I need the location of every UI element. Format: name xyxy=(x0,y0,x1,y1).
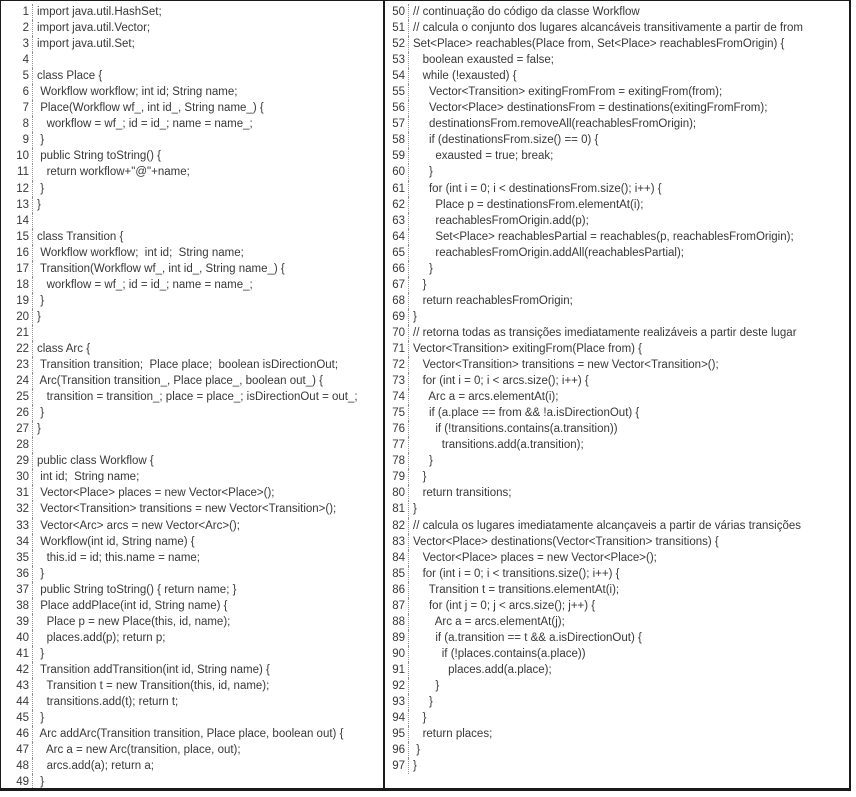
line-number: 60 xyxy=(385,164,409,180)
code-text: transitions.add(t); return t; xyxy=(37,696,179,709)
code-text: } xyxy=(413,696,433,709)
code-text: int id; String name; xyxy=(37,471,140,484)
code-text: Vector<Place> destinationsFrom = destinations(exitingFromFrom); xyxy=(413,102,768,115)
code-line xyxy=(1,550,383,566)
line-number: 18 xyxy=(1,277,33,293)
code-line xyxy=(1,181,383,197)
code-line xyxy=(385,421,849,437)
code-text: if (a.transition == t && a.isDirectionOut) { xyxy=(413,631,642,644)
line-number: 39 xyxy=(1,614,33,630)
code-text: } xyxy=(37,294,45,307)
code-line xyxy=(1,341,383,357)
line-number: 55 xyxy=(385,84,409,100)
code-line xyxy=(385,84,849,100)
line-number: 69 xyxy=(385,309,409,325)
code-text: public class Workflow { xyxy=(37,455,154,468)
code-line xyxy=(385,726,849,742)
code-text: } xyxy=(413,166,433,179)
code-line xyxy=(385,469,849,485)
line-number: 80 xyxy=(385,485,409,501)
line-number: 75 xyxy=(385,405,409,421)
code-line xyxy=(1,325,383,341)
line-number: 93 xyxy=(385,694,409,710)
code-text: transition = transition_; place = place_; isDirectionOut = out_; xyxy=(37,391,358,404)
code-line xyxy=(385,518,849,534)
line-number: 76 xyxy=(385,421,409,437)
line-number: 51 xyxy=(385,20,409,36)
code-text: for (int i = 0; i < arcs.size(); i++) { xyxy=(413,375,589,388)
code-text: } xyxy=(37,712,45,725)
code-text: } xyxy=(413,679,440,692)
code-text: return transitions; xyxy=(413,487,512,500)
line-number: 9 xyxy=(1,132,33,148)
code-line xyxy=(385,197,849,213)
code-line xyxy=(385,68,849,84)
line-number: 12 xyxy=(1,181,33,197)
line-number: 87 xyxy=(385,598,409,614)
code-line xyxy=(385,614,849,630)
code-line xyxy=(385,245,849,261)
code-line xyxy=(385,534,849,550)
code-text: // continuação do código da classe Workflow xyxy=(413,6,640,18)
code-text: Set<Place> reachables(Place from, Set<Place> reachablesFromOrigin) { xyxy=(413,38,785,51)
code-text: import java.util.HashSet; xyxy=(37,6,162,18)
code-line xyxy=(1,116,383,132)
code-line xyxy=(385,582,849,598)
line-number: 90 xyxy=(385,646,409,662)
line-number: 23 xyxy=(1,357,33,373)
code-text: } xyxy=(413,455,433,468)
code-line xyxy=(385,325,849,341)
code-line xyxy=(1,598,383,614)
code-text: } xyxy=(37,198,41,211)
code-line xyxy=(385,485,849,501)
line-number: 70 xyxy=(385,325,409,341)
code-text: Workflow(int id, String name) { xyxy=(37,535,195,548)
code-text: while (!exausted) { xyxy=(413,70,517,83)
code-text: } xyxy=(413,310,417,323)
code-text: Vector<Place> destinations(Vector<Transition> transitions) { xyxy=(413,535,719,548)
code-line xyxy=(1,20,383,36)
code-text: reachablesFromOrigin.addAll(reachablesPartial); xyxy=(413,246,685,259)
line-number: 82 xyxy=(385,518,409,534)
line-number: 95 xyxy=(385,726,409,742)
code-line xyxy=(1,710,383,726)
line-number: 27 xyxy=(1,421,33,437)
line-number: 16 xyxy=(1,245,33,261)
code-text: Arc(Transition transition_, Place place_, boolean out_) { xyxy=(37,375,323,388)
code-line xyxy=(385,501,849,517)
code-line xyxy=(385,694,849,710)
code-line xyxy=(1,148,383,164)
code-line xyxy=(1,389,383,405)
code-text: transitions.add(a.transition); xyxy=(413,439,584,452)
code-text: } xyxy=(37,134,45,147)
code-line xyxy=(1,437,383,453)
code-line xyxy=(385,566,849,582)
line-number: 58 xyxy=(385,132,409,148)
line-number: 24 xyxy=(1,373,33,389)
line-number: 34 xyxy=(1,534,33,550)
code-line xyxy=(1,774,383,788)
line-number: 40 xyxy=(1,630,33,646)
line-number: 33 xyxy=(1,518,33,534)
code-line xyxy=(1,197,383,213)
code-text: Arc a = new Arc(transition, place, out); xyxy=(37,744,241,757)
code-line xyxy=(385,181,849,197)
code-line xyxy=(385,357,849,373)
line-number: 46 xyxy=(1,726,33,742)
code-line xyxy=(1,469,383,485)
code-line xyxy=(1,213,383,229)
code-text xyxy=(33,437,383,453)
code-text: } xyxy=(413,760,417,773)
code-line xyxy=(1,678,383,694)
code-line xyxy=(1,614,383,630)
code-line xyxy=(385,213,849,229)
code-line xyxy=(385,373,849,389)
code-line xyxy=(1,309,383,325)
line-number: 28 xyxy=(1,437,33,453)
line-number: 85 xyxy=(385,566,409,582)
code-line xyxy=(385,630,849,646)
line-number: 68 xyxy=(385,293,409,309)
line-number: 6 xyxy=(1,84,33,100)
line-number: 41 xyxy=(1,646,33,662)
code-line xyxy=(1,164,383,180)
line-number: 86 xyxy=(385,582,409,598)
code-text: import java.util.Vector; xyxy=(37,22,151,35)
code-text: class Arc { xyxy=(37,342,91,355)
code-line xyxy=(1,245,383,261)
line-number: 30 xyxy=(1,469,33,485)
line-number: 92 xyxy=(385,678,409,694)
line-number: 73 xyxy=(385,373,409,389)
code-line xyxy=(385,309,849,325)
line-number: 14 xyxy=(1,213,33,229)
code-line xyxy=(1,421,383,437)
code-line xyxy=(385,261,849,277)
line-number: 44 xyxy=(1,694,33,710)
code-text: Set<Place> reachablesPartial = reachables(p, reachablesFromOrigin); xyxy=(413,230,794,243)
line-number: 81 xyxy=(385,501,409,517)
line-number: 96 xyxy=(385,742,409,758)
code-line xyxy=(385,550,849,566)
line-number: 22 xyxy=(1,341,33,357)
line-number: 7 xyxy=(1,100,33,116)
line-number: 77 xyxy=(385,437,409,453)
code-line xyxy=(385,678,849,694)
code-line xyxy=(1,742,383,758)
code-text: } xyxy=(37,423,41,436)
line-number: 21 xyxy=(1,325,33,341)
code-text: return reachablesFromOrigin; xyxy=(413,294,573,307)
code-line xyxy=(1,100,383,116)
code-text: Place addPlace(int id, String name) { xyxy=(37,599,228,612)
code-line xyxy=(1,84,383,100)
code-text: } xyxy=(37,310,41,323)
code-text: // calcula os lugares imediatamente alcançaveis a partir de várias transições xyxy=(413,519,801,532)
code-text: } xyxy=(413,278,427,291)
code-text: public String toString() { xyxy=(37,150,162,163)
code-text: Vector<Transition> transitions = new Vector<Transition>(); xyxy=(413,359,719,372)
code-line xyxy=(385,742,849,758)
line-number: 61 xyxy=(385,181,409,197)
code-text: class Transition { xyxy=(37,230,124,243)
code-text: Vector<Arc> arcs = new Vector<Arc>(); xyxy=(37,519,240,532)
line-number: 67 xyxy=(385,277,409,293)
line-number: 8 xyxy=(1,116,33,132)
code-text: Transition transition; Place place; boolean isDirectionOut; xyxy=(37,359,339,372)
code-line xyxy=(1,694,383,710)
line-number: 54 xyxy=(385,68,409,84)
line-number: 5 xyxy=(1,68,33,84)
code-text: Arc a = arcs.elementAt(i); xyxy=(413,391,559,404)
line-number: 71 xyxy=(385,341,409,357)
code-text: Vector<Transition> exitingFromFrom = exitingFrom(from); xyxy=(413,86,723,99)
line-number: 10 xyxy=(1,148,33,164)
code-line xyxy=(1,229,383,245)
code-text: for (int j = 0; j < arcs.size(); j++) { xyxy=(413,599,596,612)
code-line xyxy=(1,357,383,373)
code-line xyxy=(385,662,849,678)
code-text: reachablesFromOrigin.add(p); xyxy=(413,214,589,227)
code-line xyxy=(385,598,849,614)
line-number: 88 xyxy=(385,614,409,630)
code-line xyxy=(385,132,849,148)
line-number: 94 xyxy=(385,710,409,726)
code-text: Vector<Transition> exitingFrom(Place from) { xyxy=(413,342,643,355)
code-text: import java.util.Set; xyxy=(37,38,135,51)
code-line xyxy=(385,277,849,293)
line-number: 32 xyxy=(1,501,33,517)
code-text xyxy=(33,52,383,68)
code-text: destinationsFrom.removeAll(reachablesFromOrigin); xyxy=(413,118,697,131)
code-line xyxy=(385,710,849,726)
code-line xyxy=(1,501,383,517)
line-number: 83 xyxy=(385,534,409,550)
code-text: Vector<Place> places = new Vector<Place>(); xyxy=(37,487,275,500)
code-text: } xyxy=(413,262,433,275)
code-text: if (a.place == from && !a.isDirectionOut) { xyxy=(413,407,640,420)
code-line xyxy=(1,726,383,742)
code-text: Transition(Workflow wf_, int id_, String name_) { xyxy=(37,262,285,275)
line-number: 2 xyxy=(1,20,33,36)
code-line xyxy=(385,405,849,421)
code-line xyxy=(1,582,383,598)
code-text: } xyxy=(37,647,45,660)
code-text: } xyxy=(413,503,417,516)
code-line xyxy=(385,437,849,453)
code-line xyxy=(1,518,383,534)
line-number: 63 xyxy=(385,213,409,229)
line-number: 45 xyxy=(1,710,33,726)
code-text: if (destinationsFrom.size() == 0) { xyxy=(413,134,599,147)
code-text: } xyxy=(37,776,45,788)
line-number: 49 xyxy=(1,774,33,788)
code-text: } xyxy=(37,567,45,580)
code-line xyxy=(1,758,383,774)
code-line xyxy=(1,646,383,662)
line-number: 20 xyxy=(1,309,33,325)
code-text: Arc addArc(Transition transition, Place place, boolean out) { xyxy=(37,728,344,741)
code-text: Arc a = arcs.elementAt(j); xyxy=(413,615,565,628)
line-number: 66 xyxy=(385,261,409,277)
line-number: 84 xyxy=(385,550,409,566)
code-text: Transition t = transitions.elementAt(i); xyxy=(413,583,620,596)
line-number: 1 xyxy=(1,4,33,20)
code-line xyxy=(1,662,383,678)
code-text: } xyxy=(413,744,421,757)
code-text: workflow = wf_; id = id_; name = name_; xyxy=(37,118,253,131)
line-number: 31 xyxy=(1,485,33,501)
line-number: 35 xyxy=(1,550,33,566)
code-line xyxy=(385,341,849,357)
code-text: } xyxy=(37,182,45,195)
code-line xyxy=(1,132,383,148)
line-number: 57 xyxy=(385,116,409,132)
code-text: workflow = wf_; id = id_; name = name_; xyxy=(37,278,253,291)
line-number: 97 xyxy=(385,758,409,774)
line-number: 62 xyxy=(385,197,409,213)
code-text: class Place { xyxy=(37,70,103,83)
code-line xyxy=(1,566,383,582)
line-number: 15 xyxy=(1,229,33,245)
code-column-left xyxy=(1,1,383,788)
line-number: 11 xyxy=(1,164,33,180)
line-number: 89 xyxy=(385,630,409,646)
line-number: 37 xyxy=(1,582,33,598)
line-number: 42 xyxy=(1,662,33,678)
code-text: if (!transitions.contains(a.transition)) xyxy=(413,423,618,436)
code-line xyxy=(1,68,383,84)
code-line xyxy=(1,36,383,52)
code-text: return workflow+"@"+name; xyxy=(37,166,190,179)
line-number: 13 xyxy=(1,197,33,213)
code-text xyxy=(33,325,383,341)
line-number: 38 xyxy=(1,598,33,614)
code-text: // retorna todas as transições imediatamente realizáveis a partir deste lugar xyxy=(413,326,797,339)
code-line xyxy=(385,453,849,469)
code-text: if (!places.contains(a.place)) xyxy=(413,647,586,660)
code-line xyxy=(1,453,383,469)
code-line xyxy=(1,293,383,309)
code-line xyxy=(385,646,849,662)
code-line xyxy=(1,485,383,501)
code-line xyxy=(385,164,849,180)
code-line xyxy=(1,4,383,20)
code-line xyxy=(1,277,383,293)
code-text: Place p = new Place(this, id, name); xyxy=(37,615,231,628)
line-number: 56 xyxy=(385,100,409,116)
line-number: 59 xyxy=(385,148,409,164)
line-number: 91 xyxy=(385,662,409,678)
line-number: 48 xyxy=(1,758,33,774)
line-number: 19 xyxy=(1,293,33,309)
code-text: } xyxy=(413,712,427,725)
code-text: // calcula o conjunto dos lugares alcancáveis transitivamente a partir de from xyxy=(413,22,803,35)
code-text: Place p = destinationsFrom.elementAt(i); xyxy=(413,198,644,211)
code-line xyxy=(1,405,383,421)
code-text: Vector<Transition> transitions = new Vector<Transition>(); xyxy=(37,503,337,516)
line-number: 64 xyxy=(385,229,409,245)
line-number: 74 xyxy=(385,389,409,405)
code-column-right xyxy=(383,1,849,788)
code-line xyxy=(385,36,849,52)
line-number: 25 xyxy=(1,389,33,405)
code-text: public String toString() { return name; } xyxy=(37,583,237,596)
code-text: this.id = id; this.name = name; xyxy=(37,551,200,564)
code-line xyxy=(385,293,849,309)
line-number: 65 xyxy=(385,245,409,261)
code-text: Place(Workflow wf_, int id_, String name_) { xyxy=(37,102,264,115)
line-number: 78 xyxy=(385,453,409,469)
line-number: 36 xyxy=(1,566,33,582)
code-text: Transition addTransition(int id, String name) { xyxy=(37,663,270,676)
code-text: for (int i = 0; i < transitions.size(); i++) { xyxy=(413,567,620,580)
code-text: places.add(p); return p; xyxy=(37,631,166,644)
code-line xyxy=(385,20,849,36)
line-number: 79 xyxy=(385,469,409,485)
code-text: boolean exausted = false; xyxy=(413,54,554,67)
line-number: 17 xyxy=(1,261,33,277)
code-text: Transition t = new Transition(this, id, name); xyxy=(37,679,270,692)
code-line xyxy=(385,100,849,116)
code-line xyxy=(385,758,849,774)
code-line xyxy=(385,52,849,68)
code-line xyxy=(1,630,383,646)
line-number: 29 xyxy=(1,453,33,469)
code-line xyxy=(385,4,849,20)
code-text: return places; xyxy=(413,728,493,741)
line-number: 26 xyxy=(1,405,33,421)
code-line xyxy=(1,52,383,68)
line-number: 50 xyxy=(385,4,409,20)
code-text: Workflow workflow; int id; String name; xyxy=(37,246,244,259)
code-line xyxy=(385,389,849,405)
code-line xyxy=(385,229,849,245)
line-number: 72 xyxy=(385,357,409,373)
code-line xyxy=(385,148,849,164)
code-line xyxy=(1,261,383,277)
code-text: exausted = true; break; xyxy=(413,150,554,163)
line-number: 47 xyxy=(1,742,33,758)
code-text: } xyxy=(37,407,45,420)
line-number: 52 xyxy=(385,36,409,52)
line-number: 53 xyxy=(385,52,409,68)
line-number: 4 xyxy=(1,52,33,68)
code-line xyxy=(385,116,849,132)
code-line xyxy=(1,534,383,550)
code-text: Vector<Place> places = new Vector<Place>(); xyxy=(413,551,657,564)
code-text: arcs.add(a); return a; xyxy=(37,760,154,773)
code-text: Workflow workflow; int id; String name; xyxy=(37,86,238,99)
line-number: 3 xyxy=(1,36,33,52)
code-text: places.add(a.place); xyxy=(413,663,552,676)
code-text: for (int i = 0; i < destinationsFrom.size(); i++) { xyxy=(413,182,662,195)
code-text xyxy=(33,213,383,229)
code-text: } xyxy=(413,471,427,484)
line-number: 43 xyxy=(1,678,33,694)
code-line xyxy=(1,373,383,389)
